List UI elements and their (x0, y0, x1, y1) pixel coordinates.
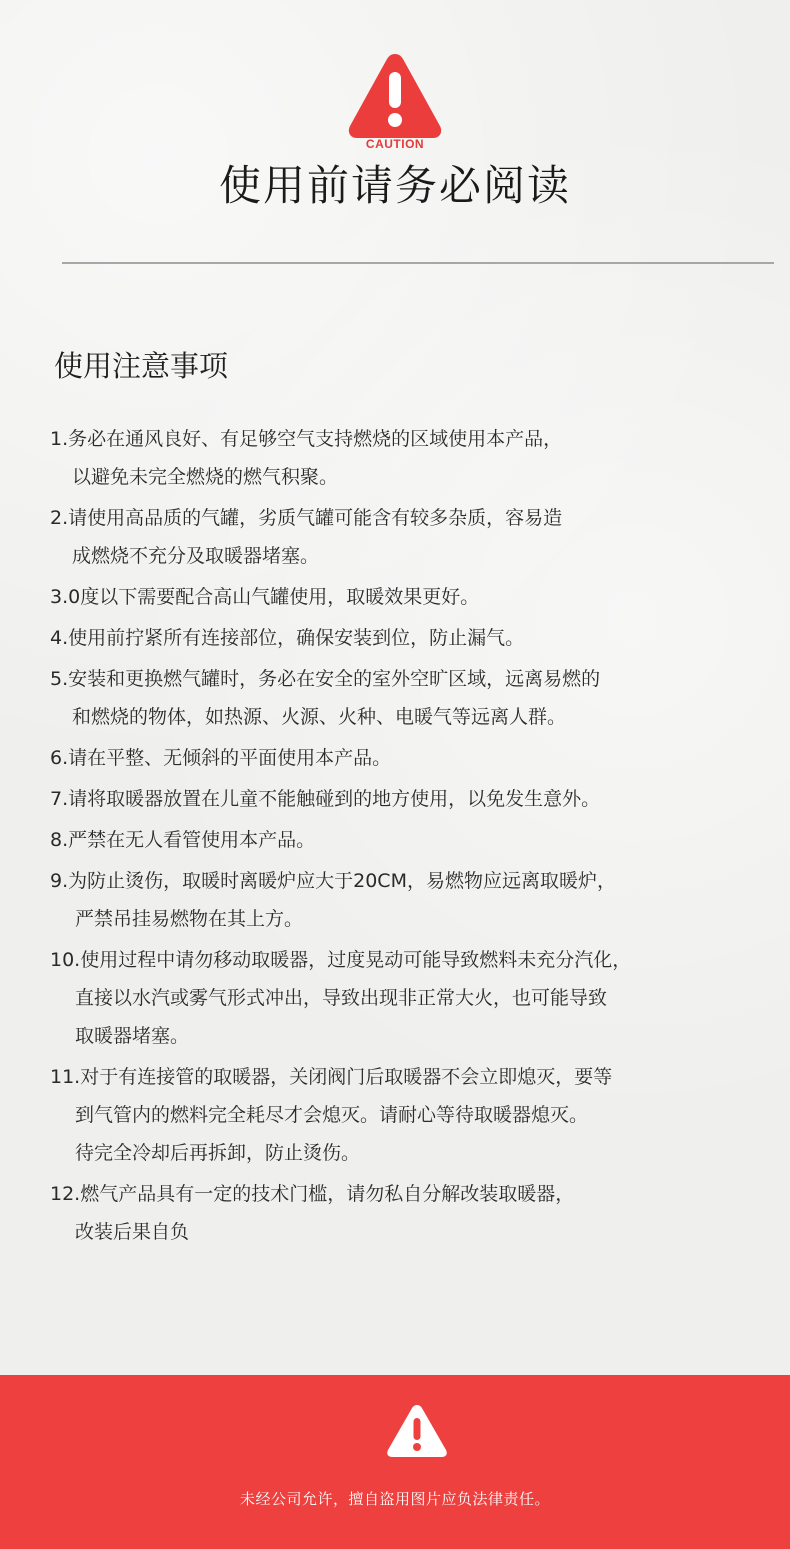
note-line: 9.为防止烫伤，取暖时离暖炉应大于20CM，易燃物应远离取暖炉， (50, 870, 616, 892)
note-line: 待完全冷却后再拆卸，防止烫伤。 (75, 1142, 361, 1164)
note-line: 12.燃气产品具有一定的技术门槛，请勿私自分解改装取暖器， (50, 1183, 575, 1205)
page-title: 使用前请务必阅读 (218, 161, 571, 210)
note-line: 7.请将取暖器放置在儿童不能触碰到的地方使用，以免发生意外。 (50, 788, 601, 810)
note-line: 到气管内的燃料完全耗尽才会熄灭。请耐心等待取暖器熄灭。 (75, 1104, 589, 1126)
note-item (50, 420, 770, 496)
note-item (50, 1058, 770, 1172)
divider (62, 262, 774, 264)
note-item (50, 780, 770, 818)
note-line: 11.对于有连接管的取暖器，关闭阀门后取暖器不会立即熄灭，要等 (50, 1066, 613, 1088)
note-item (50, 862, 770, 938)
note-line: 3.0度以下需要配合高山气罐使用，取暖效果更好。 (50, 586, 480, 608)
note-item (50, 578, 770, 616)
note-item (50, 739, 770, 777)
note-item (50, 619, 770, 657)
note-line: 直接以水汽或雾气形式冲出，导致出现非正常大火，也可能导致 (75, 987, 608, 1009)
note-line: 严禁吊挂易燃物在其上方。 (75, 908, 304, 930)
notes-list (50, 420, 770, 1254)
caution-label: CAUTION (365, 137, 425, 151)
note-item (50, 660, 770, 736)
note-line: 2.请使用高品质的气罐，劣质气罐可能含有较多杂质，容易造 (50, 507, 563, 529)
note-line: 6.请在平整、无倾斜的平面使用本产品。 (50, 747, 392, 769)
note-line: 和燃烧的物体，如热源、火源、火种、电暖气等远离人群。 (72, 706, 567, 728)
footer-banner (0, 1375, 790, 1549)
section-title: 使用注意事项 (54, 349, 229, 383)
note-line: 以避免未完全燃烧的燃气积聚。 (72, 466, 339, 488)
note-line: 4.使用前拧紧所有连接部位，确保安装到位，防止漏气。 (50, 627, 525, 649)
note-line: 取暖器堵塞。 (75, 1025, 190, 1047)
caution-sign (345, 48, 445, 160)
note-item (50, 941, 770, 1055)
note-line: 成燃烧不充分及取暖器堵塞。 (72, 545, 320, 567)
note-item (50, 1175, 770, 1251)
note-item (50, 821, 770, 859)
copyright-notice: 未经公司允许，擅自盗用图片应负法律责任。 (239, 1490, 550, 1508)
note-line: 改装后果自负 (75, 1221, 190, 1243)
note-item (50, 499, 770, 575)
note-line: 8.严禁在无人看管使用本产品。 (50, 829, 316, 851)
note-line: 1.务必在通风良好、有足够空气支持燃烧的区域使用本产品， (50, 428, 563, 450)
note-line: 5.安装和更换燃气罐时，务必在安全的室外空旷区域，远离易燃的 (50, 668, 601, 690)
warning-triangle-icon (345, 48, 445, 148)
caution-header (0, 48, 790, 160)
note-line: 10.使用过程中请勿移动取暖器，过度晃动可能导致燃料未充分汽化， (50, 949, 632, 971)
warning-triangle-icon (385, 1403, 449, 1459)
